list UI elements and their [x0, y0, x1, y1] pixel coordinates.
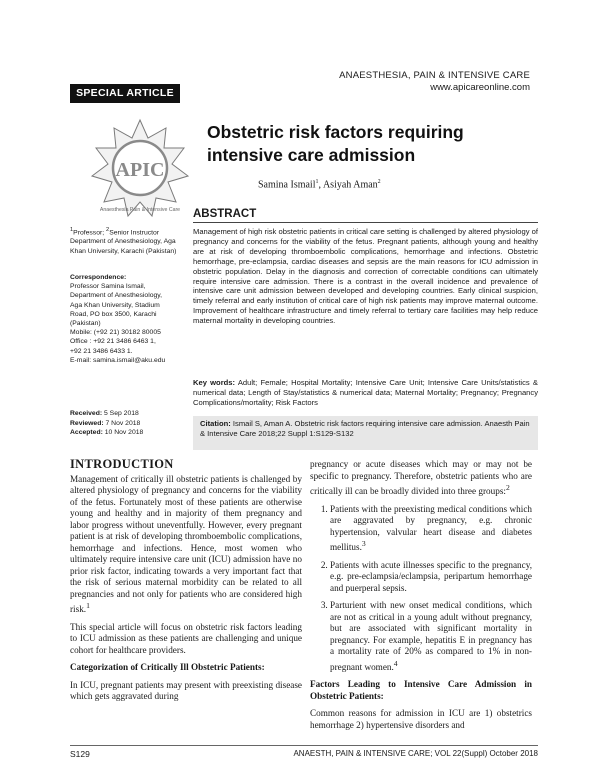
body-right-column [310, 459, 532, 737]
affiliation-role: Professor; [73, 229, 107, 237]
footer-divider [70, 745, 538, 746]
correspondence-email[interactable]: E-mail: samina.ismail@aku.edu [70, 356, 166, 364]
logo-letters: APIC [115, 159, 165, 181]
correspondence-label: Correspondence: [70, 274, 127, 281]
citation-box [193, 416, 538, 450]
correspondence-line: Aga Khan University, Stadium [70, 301, 160, 309]
body-paragraph: Management of critically ill obstetric patients is challenged by altered physiology of pregnancy and concerns for the viability of the fetus. Fortunately most of these patients are otherwise young and healthy and in majority of them pregnancy and labor progress without uneventfully. However, every pregnant patient is at risk of developing thromboembolic complications, hemorrhage and infections. Hence, most women who ultimately require intensive care unit (ICU) admission have no prior risk factor, indicating towards a very important fact that the risk of serious maternal morbidity can be related to all pregnancies and not only for patients who are considered high risk.$^1$ [70, 473, 302, 615]
list-item: 3. Parturient with new onset medical conditions, which are not as critical in a young adult without pregnancy, but are associated with significant mortality in pregnancy. For example, hepatitis E in pregnancy has a mortality rate of 20% as compared to 1% in non-pregnant women.$^4$ [330, 600, 532, 673]
patient-groups-list [310, 504, 532, 674]
citation-ref: 3 [361, 539, 366, 549]
affiliation-mark: 2 [106, 227, 110, 233]
author-affiliation-mark: 2 [377, 179, 381, 185]
correspondence-line: +92 21 3486 6433 1. [70, 347, 133, 355]
citation-label: Citation: [200, 419, 231, 428]
keywords-text: Adult; Female; Hospital Mortality; Intensive Care Unit; Intensive Care Units/statistics & numerical data; Length of Stay/statistics & numerical data; Maternal Mortality; Pregnancy; Pregnancy Complications/mortality; Risk Factors [193, 378, 538, 407]
correspondence-line: Department of Anesthesiology, [70, 292, 163, 300]
subheading: Factors Leading to Intensive Care Admission in Obstetric Patients: [310, 679, 532, 701]
author-list [258, 179, 381, 190]
journal-url[interactable]: www.apicareonline.com [430, 82, 530, 93]
page-number: S129 [70, 749, 90, 759]
correspondence-block [70, 273, 186, 365]
author-affiliation-mark: 1 [315, 179, 319, 185]
body-left-column [70, 459, 302, 709]
logo-caption: Anaesthesia Pain & Intensive Care [99, 207, 181, 213]
abstract-text: Management of high risk obstetric patients in critical care setting is challenged by altered physiology of pregnancy and concerns for the viability of the fetus. Pregnant patients, although young and healthy are at risk of developing thromboembolic complications, hemorrhage and infections. Obstetric hemorrhage, pre-eclampsia, cardiac diseases and sepsis are the main reasons for ICU admission in obstetric population. Delay in the diagnosis and correction of correctable conditions can ultimately require intensive care admission. There is a contrast in the overall incidence and prevalence of intensive care unit admission between developed and developing countries. Early clinical suspicion, timely referral and early institution of critical care of high risk patients may improve maternal outcome. Improvement of healthcare infrastructure and timely referral to tertiary care facilities may help reduce maternal mortality in developing countries. [193, 227, 538, 326]
journal-name: ANAESTHESIA, PAIN & INTENSIVE CARE [339, 70, 530, 81]
citation-ref: 2 [505, 483, 510, 492]
subheading: Categorization of Critically Ill Obstetric Patients: [70, 662, 265, 673]
article-title: Obstetric risk factors requiring intensive care admission [207, 122, 464, 165]
citation-ref: 4 [393, 658, 398, 668]
section-tag: SPECIAL ARTICLE [70, 84, 180, 103]
author-name: Samina Ismail [258, 179, 316, 191]
body-paragraph: Common reasons for admission in ICU are 1) obstetrics hemorrhage 2) hypertensive disorders and [310, 708, 532, 730]
list-item: 2. Patients with acute illnesses specific to the pregnancy, e.g. pre-eclampsia/eclampsia, peripartum hemorrhage and puerperal sepsis. [330, 560, 532, 595]
correspondence-line: Office : +92 21 3486 6463 1, [70, 338, 156, 346]
article-dates [70, 409, 186, 438]
list-item: 1. Patients with the preexisting medical conditions which are aggravated by pregnancy, e.g. chronic hypertension, valvular heart disease and diabetes mellitus.$^3$ [330, 504, 532, 554]
citation-text: Ismail S, Aman A. Obstetric risk factors requiring intensive care admission. Anaesth Pain & Intensive Care 2018;22 Suppl 1:S129-S132 [200, 419, 530, 438]
keywords-label: Key words: [193, 378, 236, 387]
citation-ref: 1 [86, 601, 90, 610]
footer-journal: ANAESTH, PAIN & INTENSIVE CARE; VOL 22(Suppl) October 2018 [293, 749, 538, 758]
date-accepted: Accepted: 10 Nov 2018 [70, 429, 144, 437]
affiliation-mark: 1 [70, 227, 74, 233]
correspondence-line: Road, PO box 3500, Karachi [70, 310, 157, 318]
body-paragraph: In ICU, pregnant patients may present with preexisting disease which gets aggravated during [70, 679, 302, 702]
correspondence-line: Professor Samina Ismail, [70, 283, 146, 291]
affiliation-detail: Senior Instructor Department of Anesthesiology, Aga Khan University, Karachi (Pakistan) [70, 229, 177, 255]
author-affiliations [70, 226, 186, 256]
keywords [193, 378, 538, 408]
introduction-heading: INTRODUCTION [70, 457, 174, 471]
date-received: Received: 5 Sep 2018 [70, 410, 139, 417]
body-paragraph: pregnancy or acute diseases which may or may not be specific to pregnancy. Therefore, obstetric patients who are critically ill can be broadly divided into three groups:$^2$ [310, 459, 532, 497]
author-name: Asiyah Aman [322, 179, 378, 191]
abstract-heading: ABSTRACT [193, 208, 257, 220]
author-separator: , [318, 179, 323, 191]
body-paragraph: This special article will focus on obstetric risk factors leading to ICU admission as these patients are challenging and unique cohort for healthcare providers. [70, 621, 302, 655]
correspondence-line: Mobile: (+92 21) 30182 80005 [70, 329, 161, 337]
journal-logo [90, 118, 190, 218]
date-reviewed: Reviewed: 7 Nov 2018 [70, 419, 141, 427]
abstract-divider [193, 222, 538, 223]
correspondence-line: (Pakistan) [70, 320, 101, 328]
